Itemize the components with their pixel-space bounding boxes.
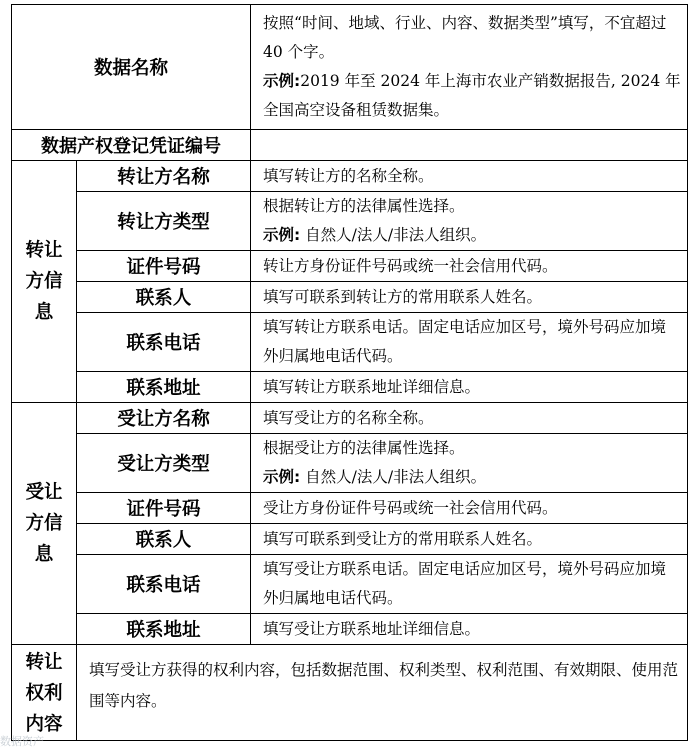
transferor-contact-desc: 填写可联系到转让方的常用联系人姓名。 [251,282,688,313]
transferee-type-desc-cell [251,434,688,493]
transferee-row-type [12,434,688,493]
example-text: 自然人/法人/非法人组织。 [305,226,487,244]
transferee-group-label: 受让方信息 [12,403,77,645]
transferor-address-label: 联系地址 [77,372,251,403]
transferor-address-desc: 填写转让方联系地址详细信息。 [251,372,688,403]
cert-number-value [251,130,688,161]
data-name-row [12,5,688,130]
transferee-type-example [263,463,681,492]
transferor-type-desc-cell [251,192,688,251]
example-label: 示例: [263,72,301,90]
cert-number-label: 数据产权登记凭证编号 [12,130,251,161]
transferor-row-name [12,161,688,192]
transferor-type-label: 转让方类型 [77,192,251,251]
transferor-contact-label: 联系人 [77,282,251,313]
transferee-row-contact [12,524,688,555]
transferee-id-desc: 受让方身份证件号码或统一社会信用代码。 [251,493,688,524]
watermark: 数据资产 [0,735,44,748]
transferee-type-desc: 根据受让方的法律属性选择。 [263,439,465,457]
data-name-label: 数据名称 [12,5,251,130]
data-name-desc-cell [251,5,688,130]
transferor-row-id [12,251,688,282]
transferee-phone-desc: 填写受让方联系电话。固定电话应加区号，境外号码应加境外归属地电话代码。 [251,555,688,614]
transferor-phone-desc: 填写转让方联系电话。固定电话应加区号，境外号码应加境外归属地电话代码。 [251,313,688,372]
transferee-row-name [12,403,688,434]
transferor-phone-label: 联系电话 [77,313,251,372]
transferor-id-desc: 转让方身份证件号码或统一社会信用代码。 [251,251,688,282]
data-name-example [263,67,681,125]
transferor-name-label: 转让方名称 [77,161,251,192]
transfer-rights-row [12,645,688,741]
transferee-address-desc: 填写受让方联系地址详细信息。 [251,614,688,645]
transferor-type-desc: 根据转让方的法律属性选择。 [263,197,465,215]
transferor-name-desc: 填写转让方的名称全称。 [251,161,688,192]
transferee-row-id [12,493,688,524]
example-label: 示例: [263,226,301,244]
transferee-phone-label: 联系电话 [77,555,251,614]
example-label: 示例: [263,468,301,486]
transferee-address-label: 联系地址 [77,614,251,645]
example-text: 自然人/法人/非法人组织。 [305,468,487,486]
transferee-contact-desc: 填写可联系到受让方的常用联系人姓名。 [251,524,688,555]
registration-form-table [11,4,688,741]
transferor-row-contact [12,282,688,313]
transferee-row-phone [12,555,688,614]
transferee-row-address [12,614,688,645]
transferee-name-label: 受让方名称 [77,403,251,434]
example-text: 2019 年至 2024 年上海市农业产销数据报告, 2024 年全国高空设备租赁数据集。 [263,72,681,119]
transferee-id-label: 证件号码 [77,493,251,524]
transferee-type-label: 受让方类型 [77,434,251,493]
transferee-name-desc: 填写受让方的名称全称。 [251,403,688,434]
transferee-contact-label: 联系人 [77,524,251,555]
transferor-id-label: 证件号码 [77,251,251,282]
transferor-group-label: 转让方信息 [12,161,77,403]
cert-number-row [12,130,688,161]
transfer-rights-label: 转让权利内容 [12,645,77,741]
transferor-row-phone [12,313,688,372]
data-name-desc: 按照“时间、地域、行业、内容、数据类型”填写，不宜超过 40 个字。 [263,14,667,61]
transferor-row-address [12,372,688,403]
transferor-type-example [263,221,681,250]
transfer-rights-desc: 填写受让方获得的权利内容，包括数据范围、权利类型、权利范围、有效期限、使用范围等内容。 [77,645,688,741]
transferor-row-type [12,192,688,251]
